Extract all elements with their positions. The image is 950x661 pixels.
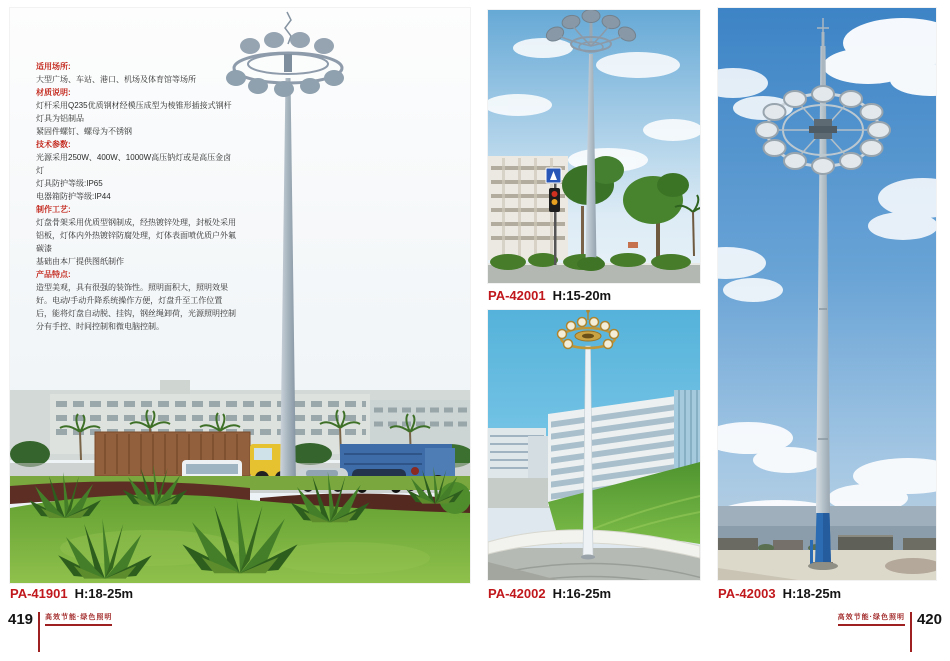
- product-model: PA-42001: [488, 288, 546, 303]
- spec-line: 光源采用250W、400W、1000W高压钠灯或是高压金卤灯: [36, 153, 232, 175]
- left-buildings: [488, 428, 554, 508]
- photo-highmast-pa42002: [488, 310, 700, 580]
- spec-line: 大型广场、车站、港口、机场及体育馆等场所: [36, 75, 196, 84]
- product-model: PA-42003: [718, 586, 776, 601]
- spec-heading: 产品特点:: [36, 270, 71, 279]
- photo-highmast-pa42001: [488, 10, 700, 283]
- spec-heading: 材质说明:: [36, 88, 71, 97]
- caption-pa42001: [488, 288, 611, 303]
- campus-light-illustration: [488, 310, 700, 580]
- footer-divider: [910, 612, 912, 652]
- product-height-range: H:16-25m: [552, 586, 612, 601]
- product-model: PA-42002: [488, 586, 546, 601]
- photo-highmast-pa41901: [10, 8, 470, 583]
- caption-pa42003: [718, 586, 841, 601]
- footer-slogan: 高效节能·绿色照明: [45, 613, 112, 626]
- spec-line: 灯杆采用Q235优质钢材经模压成型为棱锥形插接式钢杆: [36, 101, 232, 110]
- spec-line: 灯具为铝制品: [36, 114, 84, 123]
- spec-heading: 技术参数:: [36, 140, 71, 149]
- spec-heading: 适用场所:: [36, 62, 71, 71]
- spec-line: 造型美观，具有很强的装饰性。照明面积大，照明效果好。电动/手动升降系统操作方便，灯盘升至工作位置后，能将灯盘自动脱、挂钩，钢丝绳卸荷，光源照明控制分有手控、时间控制和微电脑控制。: [36, 283, 236, 331]
- spec-line: 基础由本厂提供图纸制作: [36, 257, 124, 266]
- spec-line: 电器箱防护等级:IP44: [36, 192, 111, 201]
- foreground-garden: [10, 464, 470, 583]
- page-number-right: 420: [916, 611, 942, 628]
- footer-left: [8, 612, 112, 652]
- page-number-left: 419: [8, 611, 34, 628]
- footer-right: [838, 612, 942, 652]
- sky-highmast-illustration: [718, 8, 936, 580]
- spec-line: 灯具防护等级:IP65: [36, 179, 103, 188]
- spec-line: 紧固件螺钉、螺母为不锈钢: [36, 127, 132, 136]
- plaza-light-illustration: [488, 10, 700, 283]
- caption-pa41901: [10, 586, 133, 601]
- product-height-range: H:15-20m: [552, 288, 612, 303]
- spec-line: 灯盘骨架采用优质型钢制成，经热镀锌处理，封板处采用铝板，灯体内外热镀锌防腐处理，灯体表面喷优质户外氟碳漆: [36, 218, 236, 253]
- product-height-range: H:18-25m: [782, 586, 842, 601]
- product-model: PA-41901: [10, 586, 68, 601]
- product-height-range: H:18-25m: [74, 586, 134, 601]
- photo-highmast-pa42003: [718, 8, 936, 580]
- spec-heading: 制作工艺:: [36, 205, 71, 214]
- footer-divider: [38, 612, 40, 652]
- caption-pa42002: [488, 586, 611, 601]
- footer-slogan: 高效节能·绿色照明: [838, 613, 905, 626]
- spec-text-block: [36, 60, 238, 333]
